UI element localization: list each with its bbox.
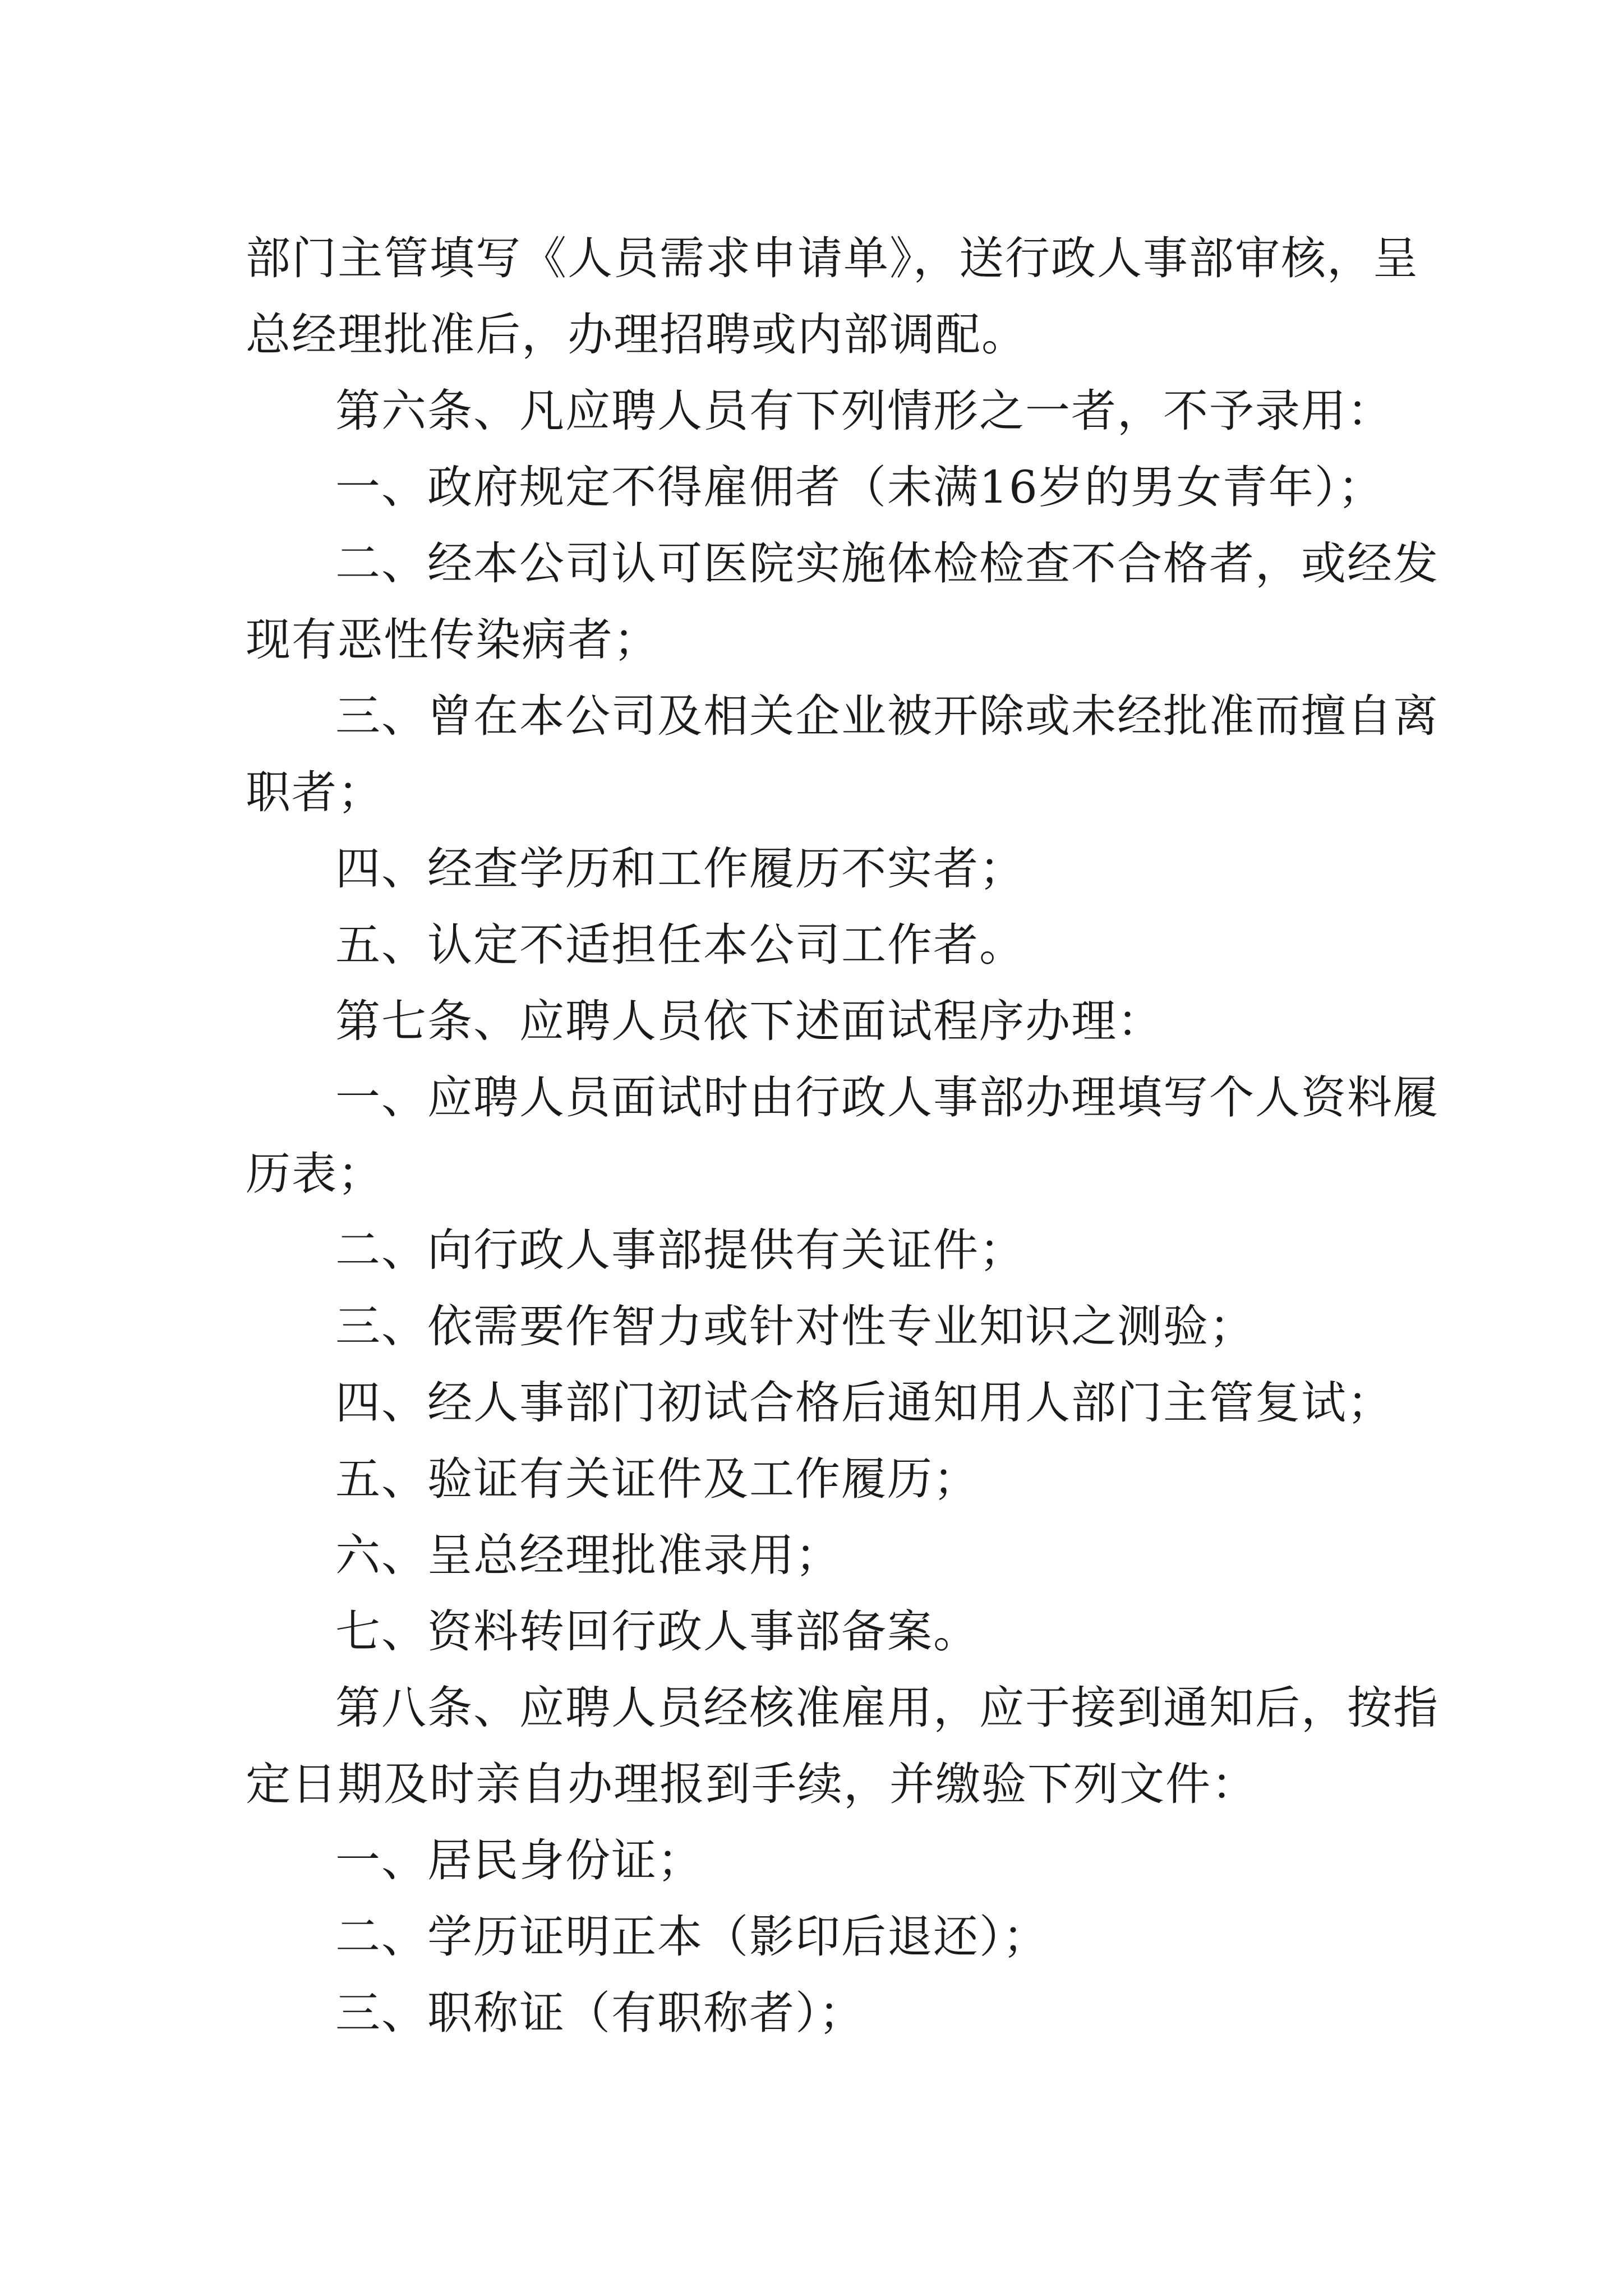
text-line: 二、向行政人事部提供有关证件； — [335, 1224, 1025, 1276]
document-body — [246, 220, 1439, 2051]
text-line: 五、验证有关证件及工作履历； — [335, 1453, 979, 1505]
article-heading: 第六条、凡应聘人员有下列情形之一者，不予录用： — [335, 385, 1393, 437]
text-line: 历表； — [246, 1148, 384, 1200]
text-line: 一、居民身份证； — [335, 1834, 703, 1887]
text-line: 四、经查学历和工作履历不实者； — [335, 843, 1025, 895]
text-line: 二、学历证明正本（影印后退还）； — [335, 1911, 1049, 1963]
text-line: 现有恶性传染病者； — [246, 614, 660, 666]
text-line: 七、资料转回行政人事部备案。 — [335, 1605, 979, 1658]
text-line: 四、经人事部门初试合格后通知用人部门主管复试； — [335, 1377, 1393, 1429]
text-line: 三、曾在本公司及相关企业被开除或未经批准而擅自离 — [335, 690, 1439, 742]
article-heading: 第七条、应聘人员依下述面试程序办理： — [335, 995, 1163, 1047]
text-line: 六、呈总经理批准录用； — [335, 1529, 841, 1581]
text-line: 五、认定不适担任本公司工作者。 — [335, 919, 1025, 971]
text-line: 职者； — [246, 766, 384, 818]
text-line: 定日期及时亲自办理报到手续，并缴验下列文件： — [246, 1758, 1257, 1810]
text-line: 三、职称证（有职称者）； — [335, 1987, 865, 2039]
text-line: 一、应聘人员面试时由行政人事部办理填写个人资料履 — [335, 1071, 1439, 1124]
article-heading: 第八条、应聘人员经核准雇用，应于接到通知后，按指 — [335, 1682, 1439, 1734]
text-line: 二、经本公司认可医院实施体检检查不合格者，或经发 — [335, 537, 1439, 590]
text-line: 总经理批准后，办理招聘或内部调配。 — [246, 309, 1027, 361]
text-line: 一、政府规定不得雇佣者（未满16岁的男女青年）； — [335, 461, 1384, 513]
text-line: 三、依需要作智力或针对性专业知识之测验； — [335, 1300, 1255, 1352]
text-line: 部门主管填写《人员需求申请单》，送行政人事部审核，呈 — [246, 232, 1419, 284]
